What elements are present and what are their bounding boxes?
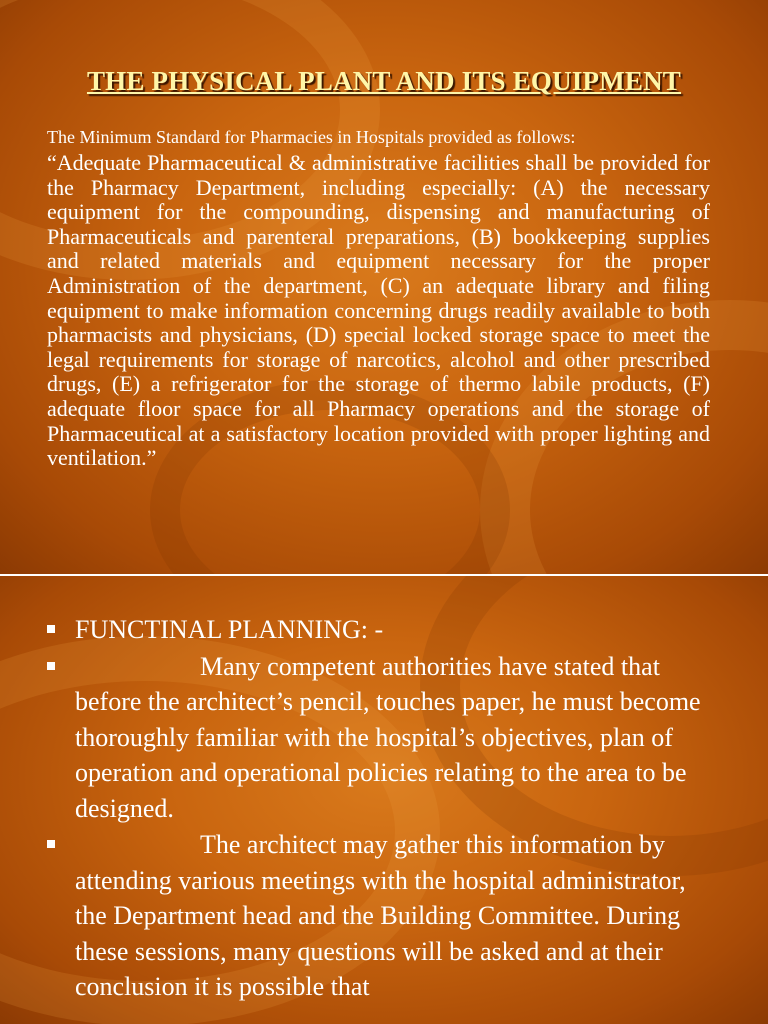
- bullet-item: [40, 649, 720, 827]
- quoted-standard: “Adequate Pharmaceutical & administrative facilities shall be provided for the Pharmacy Department, including especially: (A) the necessary equipment for the compounding, dispensing and manufacturing of Pharmaceuticals and parenteral preparations, (B) bookkeeping supplies and related materials and equipment necessary for the proper Administration of the department, (C) an adequate library and filing equipment to make information concerning drugs readily available to both pharmacists and physicians, (D) special locked storage space to meet the legal requirements for storage of narcotics, alcohol and other prescribed drugs, (E) a refrigerator for the storage of thermo labile products, (F) adequate floor space for all Pharmacy operations and the storage of Pharmaceutical at a satisfactory location provided with proper lighting and ventilation.”: [47, 150, 710, 471]
- bullet-text: The architect may gather this information by attending various meetings with the hospital administrator, the Department head and the Building Committee. During these sessions, many questions will be asked and at their conclusion it is possible that: [75, 830, 686, 1001]
- bullet-square-icon: [47, 625, 55, 633]
- bullet-square-icon: [47, 662, 55, 670]
- intro-text: The Minimum Standard for Pharmacies in Hospitals provided as follows:: [47, 127, 576, 147]
- bullet-item: [40, 612, 720, 648]
- bullet-square-icon: [47, 840, 55, 848]
- bullet-text: FUNCTINAL PLANNING: -: [75, 615, 384, 644]
- bullet-item: [40, 827, 720, 1005]
- bullet-text: Many competent authorities have stated that before the architect’s pencil, touches paper, he must become thoroughly familiar with the hospital’s objectives, plan of operation and operational policies relating to the area to be designed.: [75, 651, 701, 823]
- slide-title: THE PHYSICAL PLANT AND ITS EQUIPMENT: [86, 66, 682, 96]
- bullet-list: [40, 612, 720, 1006]
